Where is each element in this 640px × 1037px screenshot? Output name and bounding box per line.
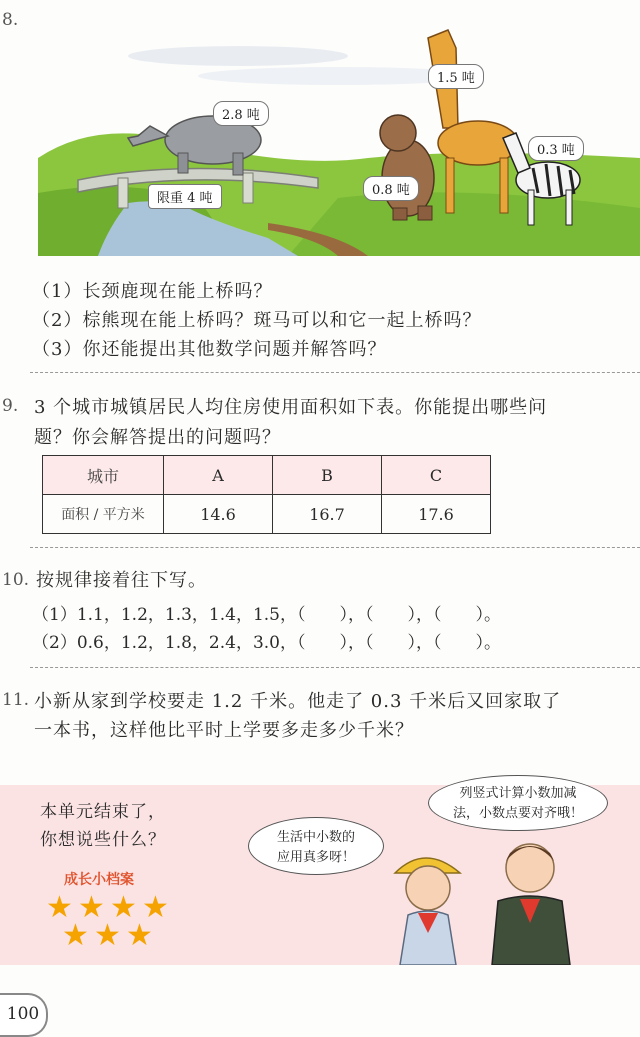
star-icon: ★	[126, 918, 153, 953]
girl-speech-bubble	[248, 817, 384, 875]
table-cell: 16.7	[273, 495, 382, 534]
question-10-number: 10.	[2, 570, 30, 590]
children-illustration	[380, 833, 590, 965]
scene-svg	[38, 8, 640, 256]
cloud	[128, 46, 348, 66]
zebra-weight-tag: 0.3 吨	[528, 136, 584, 161]
table-header-row	[43, 456, 491, 495]
star-icon: ★	[46, 890, 73, 925]
q11-line-1: 小新从家到学校要走 1.2 千米。他走了 0.3 千米后又回家取了	[34, 691, 562, 712]
question-9-number: 9.	[2, 396, 19, 416]
divider	[30, 372, 640, 373]
table-city: A	[164, 456, 273, 495]
table-header-label: 城市	[43, 456, 164, 495]
girl-bubble-line-1: 生活中小数的	[276, 830, 355, 845]
star-icon: ★	[78, 890, 105, 925]
table-row	[43, 495, 491, 534]
girl-face	[406, 866, 450, 910]
question-11-number: 11.	[2, 690, 30, 710]
bridge-post	[243, 173, 253, 203]
panel-prompt-line-2: 你想说些什么？	[40, 830, 166, 850]
q10-title: 按规律接着往下写。	[36, 570, 207, 591]
table-city: C	[382, 456, 491, 495]
question-8-number: 8.	[2, 10, 19, 30]
q10-line-1: （1）1.1，1.2，1.3，1.4，1.5，（ ），（ ），（ ）。	[32, 605, 501, 625]
star-icon: ★	[110, 890, 137, 925]
table-cell: 17.6	[382, 495, 491, 534]
boy-bubble-line-1: 列竖式计算小数加减	[459, 786, 577, 801]
q10-line-2: （2）0.6，1.2，1.8，2.4，3.0，（ ），（ ），（ ）。	[32, 633, 501, 653]
giraffe-weight-tag: 1.5 吨	[428, 64, 484, 89]
bridge-weight-limit-sign: 限重 4 吨	[148, 184, 222, 209]
animals-bridge-illustration	[38, 8, 640, 256]
table-row-label: 面积 / 平方米	[43, 495, 164, 534]
housing-area-table	[42, 455, 491, 534]
star-icon: ★	[142, 890, 169, 925]
q11-line-2: 一本书，这样他比平时上学要多走多少千米？	[34, 720, 414, 741]
boy-speech-bubble	[428, 775, 608, 831]
q9-text-line-1: 3 个城市城镇居民人均住房使用面积如下表。你能提出哪些问	[34, 397, 548, 418]
rhino-weight-tag: 2.8 吨	[213, 101, 269, 126]
q9-text-line-2: 题？你会解答提出的问题吗？	[34, 427, 281, 448]
table-cell: 14.6	[164, 495, 273, 534]
girl-bubble-line-2: 应用真多呀！	[276, 850, 355, 865]
q8-sub-2: （2）棕熊现在能上桥吗？斑马可以和它一起上桥吗？	[32, 310, 482, 331]
page-number: 100	[0, 993, 48, 1037]
divider	[30, 667, 640, 668]
star-icon: ★	[62, 918, 89, 953]
bridge-post	[118, 178, 128, 208]
bear-weight-tag: 0.8 吨	[363, 176, 419, 201]
unit-summary-panel	[0, 785, 640, 965]
table-city: B	[273, 456, 382, 495]
boy-bubble-line-2: 法，小数点要对齐哦！	[452, 806, 583, 821]
q8-sub-1: （1）长颈鹿现在能上桥吗？	[32, 281, 273, 302]
star-icon: ★	[94, 918, 121, 953]
panel-prompt-line-1: 本单元结束了，	[40, 802, 166, 822]
divider	[30, 547, 640, 548]
q8-sub-3: （3）你还能提出其他数学问题并解答吗？	[32, 339, 387, 360]
growth-record-badge: 成长小档案	[64, 872, 134, 888]
